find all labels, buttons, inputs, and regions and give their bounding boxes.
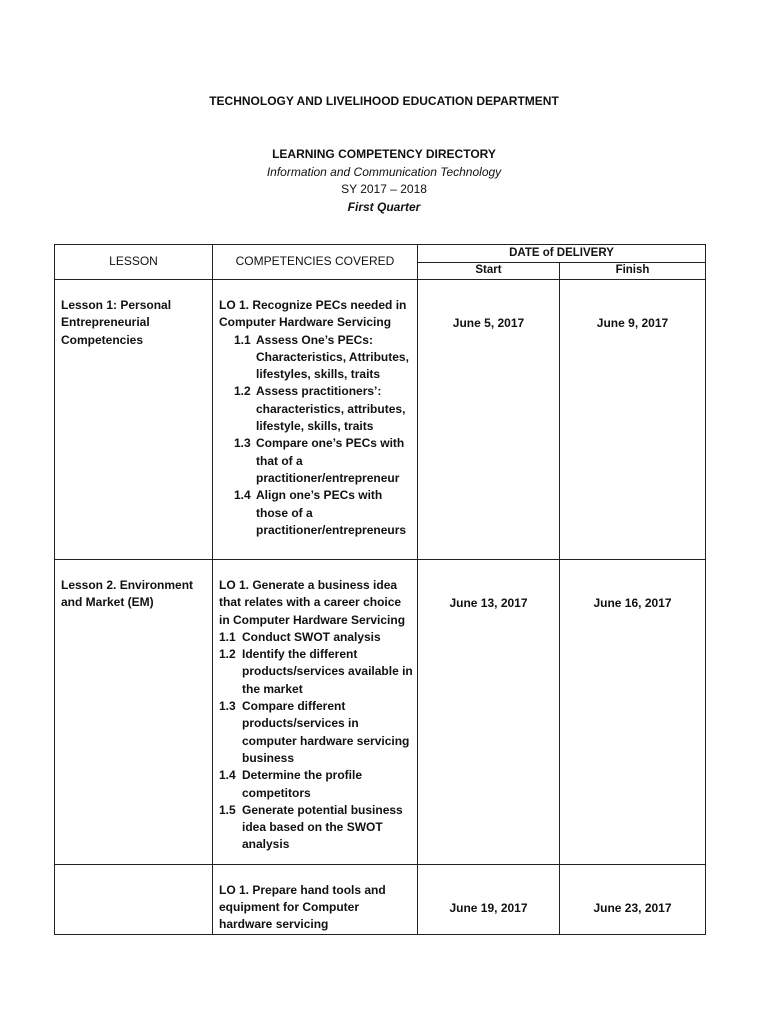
competency-table: [54, 244, 706, 935]
finish-date-cell: June 23, 2017: [560, 864, 706, 934]
directory-header: [0, 146, 768, 216]
competency-item: 1.4 Determine the profile competitors: [219, 768, 363, 800]
competency-item: 1.3 Compare one’s PECs with that of a practitioner/entrepreneur: [234, 436, 405, 485]
lesson-cell: Lesson 2. Environment and Market (EM): [55, 560, 213, 865]
competency-item: 1.1 Assess One’s PECs: Characteristics, Attributes, lifestyles, skills, traits: [234, 332, 409, 382]
date-of-delivery-header: DATE of DELIVERY: [418, 245, 706, 263]
table-row: [55, 280, 706, 560]
directory-title: LEARNING COMPETENCY DIRECTORY: [272, 147, 496, 161]
finish-date-cell: June 9, 2017: [560, 280, 706, 560]
start-date-cell: June 19, 2017: [418, 864, 560, 934]
start-date-cell: June 5, 2017: [418, 280, 560, 560]
competency-item: 1.2 Assess practitioners’: characteristics, attributes, lifestyle, skills, traits: [234, 384, 406, 434]
competencies-header: COMPETENCIES COVERED: [213, 245, 418, 280]
start-date-cell: June 13, 2017: [418, 560, 560, 865]
department-title: TECHNOLOGY AND LIVELIHOOD EDUCATION DEPARTMENT: [209, 94, 559, 108]
lesson-cell: Lesson 1: Personal Entrepreneurial Competencies: [55, 280, 213, 560]
table-row: [55, 864, 706, 934]
learning-outcome: LO 1. Generate a business idea that relates with a career choice in Computer Hardware Servicing: [219, 578, 406, 627]
learning-outcome: LO 1. Recognize PECs needed in Computer Hardware Servicing: [219, 298, 407, 330]
competencies-cell: [213, 560, 418, 865]
subject-title: Information and Communication Technology: [266, 164, 502, 179]
competency-item: 1.2 Identify the different products/services available in the market: [219, 647, 413, 696]
lesson-header: LESSON: [55, 245, 213, 280]
competencies-cell: [213, 864, 418, 934]
start-header: Start: [418, 263, 560, 280]
competency-item: 1.5 Generate potential business idea based on the SWOT analysis: [219, 802, 403, 852]
table-row: [55, 560, 706, 865]
school-year: SY 2017 – 2018: [341, 182, 427, 196]
competency-item: 1.1 Conduct SWOT analysis: [219, 629, 381, 644]
quarter-label: First Quarter: [347, 199, 421, 214]
competency-item: 1.4 Align one’s PECs with those of a practitioner/entrepreneurs: [234, 488, 407, 537]
competencies-cell: [213, 280, 418, 560]
competency-item: 1.3 Compare different products/services in computer hardware servicing business: [219, 699, 410, 765]
finish-date-cell: June 16, 2017: [560, 560, 706, 865]
finish-header: Finish: [560, 263, 706, 280]
lesson-cell: [55, 864, 213, 934]
learning-outcome: LO 1. Prepare hand tools and equipment for Computer hardware servicing: [219, 882, 386, 932]
